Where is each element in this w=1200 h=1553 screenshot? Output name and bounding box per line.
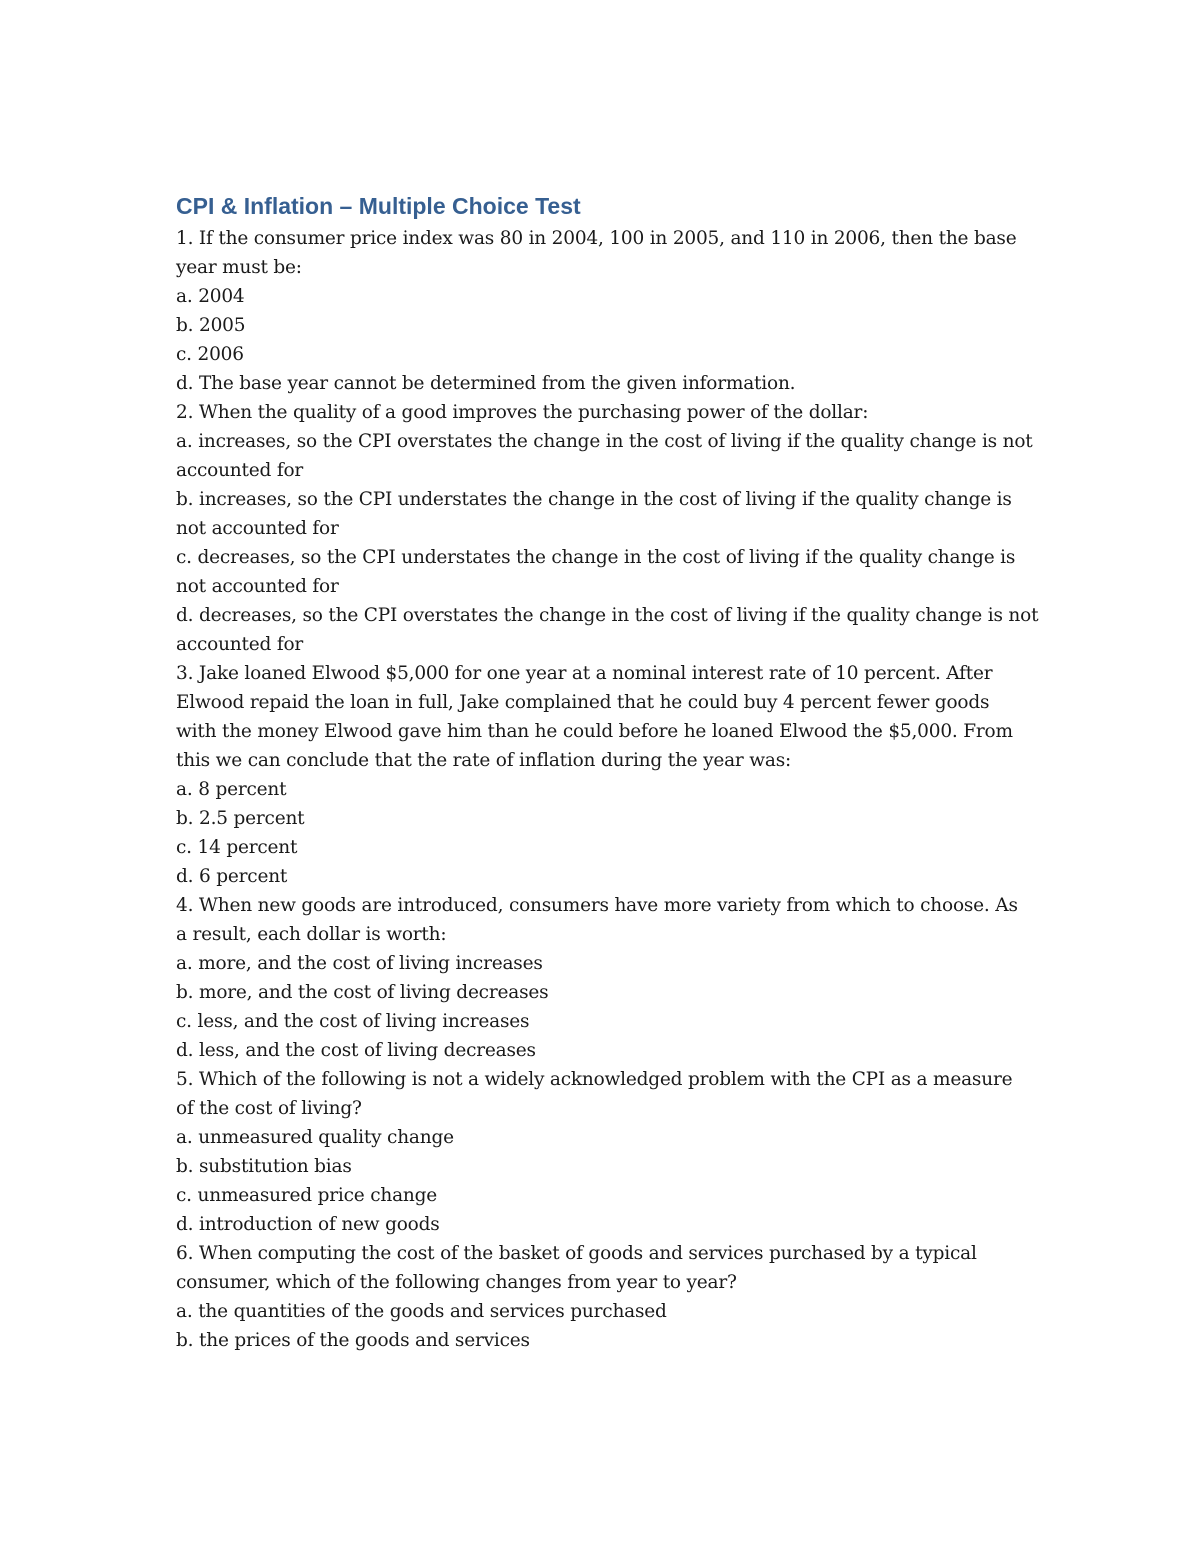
text-line: 1. If the consumer price index was 80 in 2004, 100 in 2005, and 110 in 2006, then the base bbox=[176, 228, 1017, 249]
text-line: accounted for bbox=[176, 460, 304, 481]
document-page bbox=[176, 188, 1039, 1355]
text-line: 4. When new goods are introduced, consumers have more variety from which to choose. As bbox=[176, 895, 1018, 916]
text-line: 5. Which of the following is not a widely acknowledged problem with the CPI as a measure bbox=[176, 1069, 1013, 1090]
text-line: of the cost of living? bbox=[176, 1098, 362, 1119]
text-line: c. unmeasured price change bbox=[176, 1185, 437, 1206]
text-line: 6. When computing the cost of the basket of goods and services purchased by a typical bbox=[176, 1243, 977, 1264]
text-line: accounted for bbox=[176, 634, 304, 655]
text-line: a. increases, so the CPI overstates the change in the cost of living if the quality change is not bbox=[176, 431, 1033, 452]
text-line: b. substitution bias bbox=[176, 1156, 352, 1177]
text-line: c. decreases, so the CPI understates the change in the cost of living if the quality change is bbox=[176, 547, 1016, 568]
text-line: this we can conclude that the rate of inflation during the year was: bbox=[176, 750, 792, 771]
text-line: with the money Elwood gave him than he could before he loaned Elwood the $5,000. From bbox=[176, 721, 1013, 742]
text-line: 3. Jake loaned Elwood $5,000 for one year at a nominal interest rate of 10 percent. After bbox=[176, 663, 993, 684]
text-line: consumer, which of the following changes from year to year? bbox=[176, 1272, 737, 1293]
text-line: c. 2006 bbox=[176, 344, 244, 365]
text-line: year must be: bbox=[176, 257, 302, 278]
text-line: b. 2.5 percent bbox=[176, 808, 305, 829]
text-line: d. decreases, so the CPI overstates the change in the cost of living if the quality change is not bbox=[176, 605, 1039, 626]
text-line: a. 2004 bbox=[176, 286, 245, 307]
text-line: not accounted for bbox=[176, 518, 339, 539]
text-line: a. 8 percent bbox=[176, 779, 287, 800]
text-line: d. 6 percent bbox=[176, 866, 288, 887]
text-line: b. more, and the cost of living decreases bbox=[176, 982, 549, 1003]
text-line: b. 2005 bbox=[176, 315, 246, 336]
text-line: 2. When the quality of a good improves the purchasing power of the dollar: bbox=[176, 402, 869, 423]
text-line: b. increases, so the CPI understates the change in the cost of living if the quality change is bbox=[176, 489, 1012, 510]
text-line: a. more, and the cost of living increases bbox=[176, 953, 543, 974]
text-line: Elwood repaid the loan in full, Jake complained that he could buy 4 percent fewer goods bbox=[176, 692, 990, 713]
text-line: d. less, and the cost of living decreases bbox=[176, 1040, 536, 1061]
text-line: c. 14 percent bbox=[176, 837, 298, 858]
document-body bbox=[176, 224, 1039, 1355]
text-line: d. The base year cannot be determined from the given information. bbox=[176, 373, 796, 394]
text-line: not accounted for bbox=[176, 576, 339, 597]
text-line: b. the prices of the goods and services bbox=[176, 1330, 530, 1351]
document-title: CPI & Inflation – Multiple Choice Test bbox=[176, 193, 581, 219]
text-line: a. unmeasured quality change bbox=[176, 1127, 454, 1148]
text-line: a result, each dollar is worth: bbox=[176, 924, 447, 945]
text-line: a. the quantities of the goods and services purchased bbox=[176, 1301, 667, 1322]
text-line: d. introduction of new goods bbox=[176, 1214, 440, 1235]
text-line: c. less, and the cost of living increases bbox=[176, 1011, 530, 1032]
